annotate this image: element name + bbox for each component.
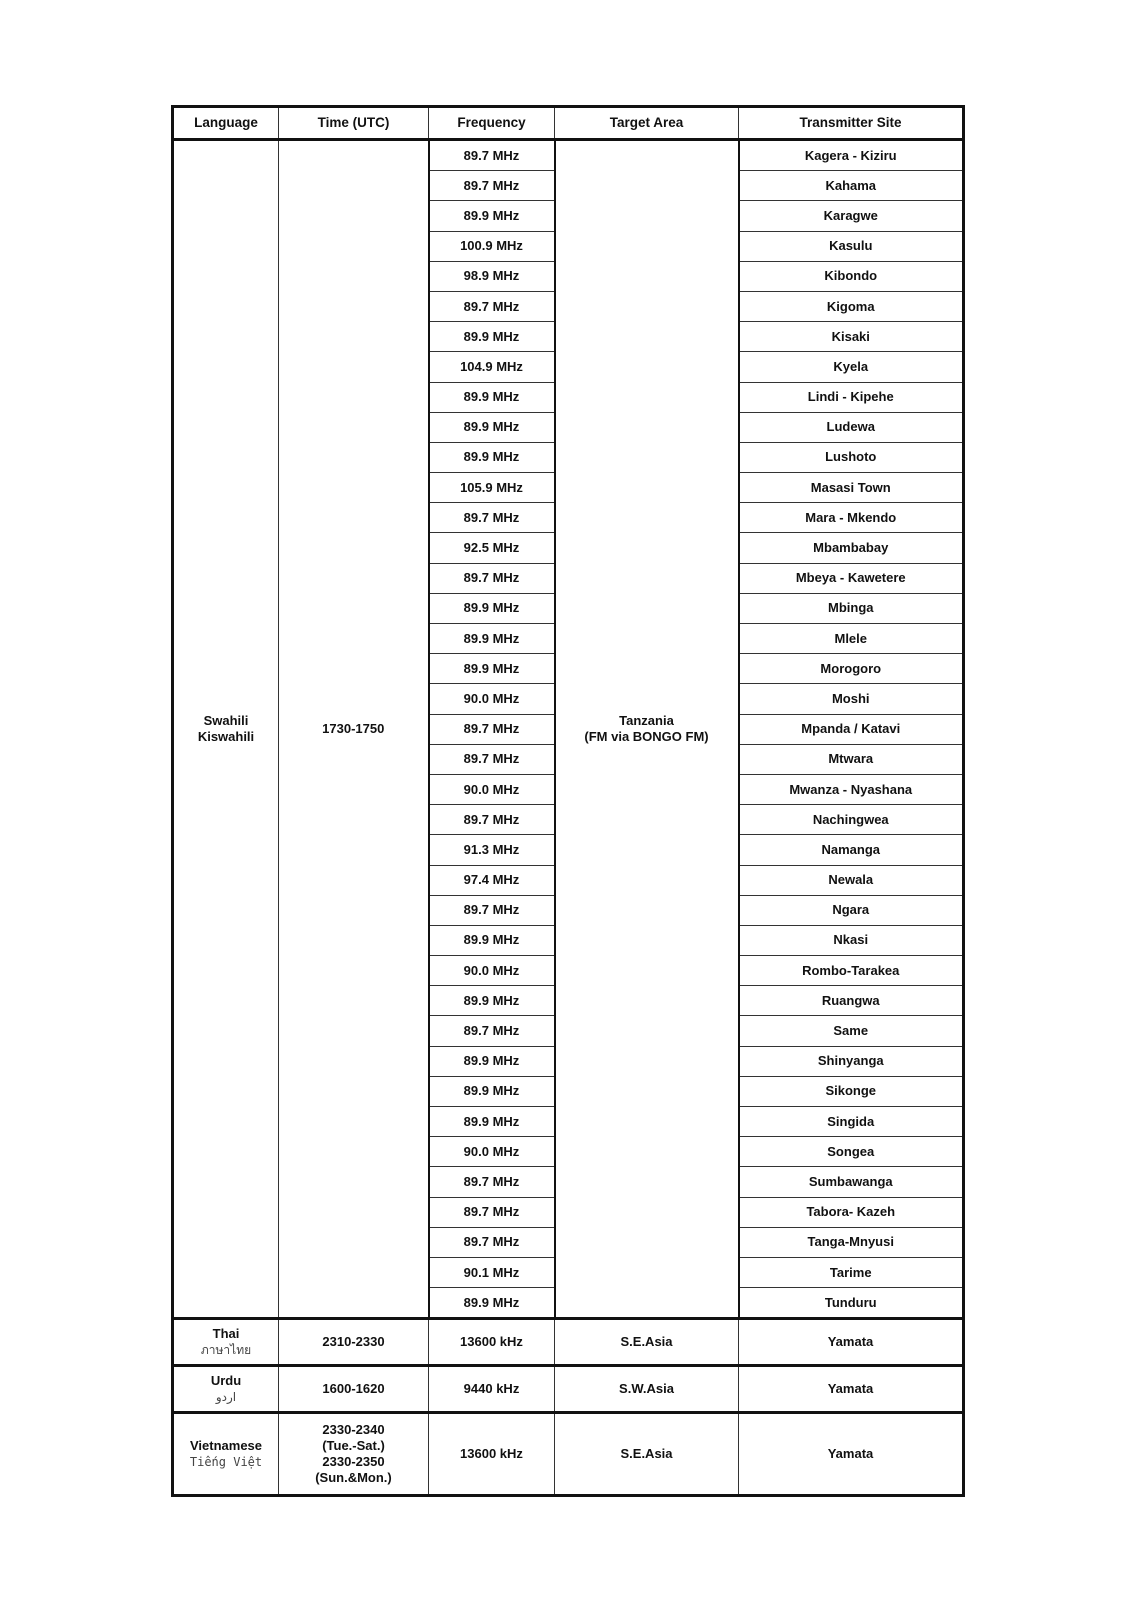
transmitter-site-cell: Mlele	[739, 624, 964, 654]
transmitter-site-cell: Kigoma	[739, 291, 964, 321]
transmitter-site-cell: Mwanza - Nyashana	[739, 774, 964, 804]
transmitter-site-cell: Mbeya - Kawetere	[739, 563, 964, 593]
header-frequency: Frequency	[429, 107, 555, 140]
transmitter-site-cell: Nkasi	[739, 925, 964, 955]
transmitter-site-cell: Kagera - Kiziru	[739, 140, 964, 171]
frequency-cell: 13600 kHz	[429, 1413, 555, 1496]
language-native-name: ภาษาไทย	[200, 1343, 252, 1358]
frequency-cell: 89.9 MHz	[429, 322, 555, 352]
transmitter-site-cell: Rombo-Tarakea	[739, 956, 964, 986]
time-cell: 1600-1620	[279, 1366, 429, 1413]
time-line: (Tue.-Sat.)	[322, 1438, 385, 1454]
transmitter-site-cell: Sumbawanga	[739, 1167, 964, 1197]
frequency-cell: 89.7 MHz	[429, 140, 555, 171]
language-native-name: Kiswahili	[197, 729, 255, 745]
language-cell	[173, 1413, 279, 1496]
target-area-name: Tanzania	[619, 713, 674, 729]
language-cell	[173, 140, 279, 1319]
transmitter-site-cell: Tarime	[739, 1257, 964, 1287]
frequency-cell: 97.4 MHz	[429, 865, 555, 895]
table-header	[173, 107, 964, 140]
swahili-section	[173, 140, 964, 1319]
frequency-cell: 89.7 MHz	[429, 1016, 555, 1046]
language-name: Swahili	[203, 713, 249, 729]
transmitter-site-cell: Kibondo	[739, 261, 964, 291]
frequency-cell: 90.1 MHz	[429, 1257, 555, 1287]
transmitter-site-cell: Songea	[739, 1137, 964, 1167]
target-area-cell	[555, 140, 739, 1319]
frequency-cell: 92.5 MHz	[429, 533, 555, 563]
transmitter-site-cell: Namanga	[739, 835, 964, 865]
transmitter-site-cell: Mtwara	[739, 744, 964, 774]
frequency-cell: 89.9 MHz	[429, 654, 555, 684]
frequency-cell: 89.7 MHz	[429, 744, 555, 774]
language-native-name: اردو	[215, 1390, 237, 1405]
transmitter-site-cell: Mpanda / Katavi	[739, 714, 964, 744]
language-cell	[173, 1319, 279, 1366]
header-row	[173, 107, 964, 140]
transmitter-site-cell: Ludewa	[739, 412, 964, 442]
transmitter-site-cell: Tabora- Kazeh	[739, 1197, 964, 1227]
frequency-cell: 89.7 MHz	[429, 714, 555, 744]
frequency-cell: 89.7 MHz	[429, 895, 555, 925]
frequency-cell: 89.7 MHz	[429, 291, 555, 321]
broadcast-schedule-table	[171, 105, 965, 1497]
transmitter-site-cell: Same	[739, 1016, 964, 1046]
frequency-cell: 89.9 MHz	[429, 382, 555, 412]
time-cell: 1730-1750	[279, 140, 429, 1319]
target-area-cell: S.W.Asia	[555, 1366, 739, 1413]
transmitter-site-cell: Morogoro	[739, 654, 964, 684]
frequency-cell: 105.9 MHz	[429, 473, 555, 503]
transmitter-site-cell: Masasi Town	[739, 473, 964, 503]
transmitter-site-cell: Newala	[739, 865, 964, 895]
language-cell	[173, 1366, 279, 1413]
frequency-cell: 89.7 MHz	[429, 503, 555, 533]
transmitter-site-cell: Tunduru	[739, 1288, 964, 1319]
thai-row	[173, 1319, 964, 1366]
header-language: Language	[173, 107, 279, 140]
frequency-cell: 89.9 MHz	[429, 412, 555, 442]
transmitter-site-cell: Mara - Mkendo	[739, 503, 964, 533]
language-name: Urdu	[210, 1373, 242, 1389]
transmitter-site-cell: Kahama	[739, 171, 964, 201]
frequency-cell: 91.3 MHz	[429, 835, 555, 865]
transmitter-site-cell: Tanga-Mnyusi	[739, 1227, 964, 1257]
header-time: Time (UTC)	[279, 107, 429, 140]
frequency-cell: 89.7 MHz	[429, 171, 555, 201]
frequency-cell: 89.9 MHz	[429, 442, 555, 472]
frequency-cell: 89.9 MHz	[429, 1107, 555, 1137]
frequency-cell: 89.9 MHz	[429, 1046, 555, 1076]
transmitter-site-cell: Yamata	[739, 1319, 964, 1366]
frequency-cell: 104.9 MHz	[429, 352, 555, 382]
frequency-cell: 89.9 MHz	[429, 1288, 555, 1319]
header-transmitter-site: Transmitter Site	[739, 107, 964, 140]
vietnamese-row	[173, 1413, 964, 1496]
transmitter-site-cell: Karagwe	[739, 201, 964, 231]
transmitter-site-cell: Ruangwa	[739, 986, 964, 1016]
transmitter-site-cell: Mbambabay	[739, 533, 964, 563]
transmitter-site-cell: Yamata	[739, 1413, 964, 1496]
language-name: Vietnamese	[189, 1438, 263, 1454]
transmitter-site-cell: Kasulu	[739, 231, 964, 261]
transmitter-site-cell: Ngara	[739, 895, 964, 925]
frequency-cell: 89.7 MHz	[429, 1227, 555, 1257]
transmitter-site-cell: Lindi - Kipehe	[739, 382, 964, 412]
transmitter-site-cell: Mbinga	[739, 593, 964, 623]
transmitter-site-cell: Moshi	[739, 684, 964, 714]
target-area-note: (FM via BONGO FM)	[584, 729, 709, 745]
time-cell	[279, 1413, 429, 1496]
frequency-cell: 89.9 MHz	[429, 624, 555, 654]
frequency-cell: 89.7 MHz	[429, 1197, 555, 1227]
transmitter-site-cell: Kisaki	[739, 322, 964, 352]
frequency-cell: 89.9 MHz	[429, 986, 555, 1016]
language-name: Thai	[212, 1326, 240, 1342]
frequency-cell: 89.9 MHz	[429, 593, 555, 623]
transmitter-site-cell: Singida	[739, 1107, 964, 1137]
frequency-cell: 89.7 MHz	[429, 563, 555, 593]
transmitter-site-cell: Sikonge	[739, 1076, 964, 1106]
time-line: 2330-2350	[322, 1454, 385, 1470]
frequency-cell: 9440 kHz	[429, 1366, 555, 1413]
frequency-cell: 90.0 MHz	[429, 684, 555, 714]
transmitter-site-cell: Yamata	[739, 1366, 964, 1413]
frequency-cell: 100.9 MHz	[429, 231, 555, 261]
urdu-row	[173, 1366, 964, 1413]
frequency-cell: 89.7 MHz	[429, 805, 555, 835]
target-area-cell: S.E.Asia	[555, 1413, 739, 1496]
target-area-cell: S.E.Asia	[555, 1319, 739, 1366]
transmitter-site-cell: Shinyanga	[739, 1046, 964, 1076]
language-native-name: Tiếng Việt	[189, 1455, 263, 1470]
time-cell: 2310-2330	[279, 1319, 429, 1366]
transmitter-site-cell: Kyela	[739, 352, 964, 382]
transmitter-site-cell: Lushoto	[739, 442, 964, 472]
frequency-cell: 89.9 MHz	[429, 925, 555, 955]
frequency-cell: 89.7 MHz	[429, 1167, 555, 1197]
time-line: (Sun.&Mon.)	[315, 1470, 392, 1486]
other-languages-section	[173, 1319, 964, 1496]
swahili-station-row	[173, 140, 964, 171]
transmitter-site-cell: Nachingwea	[739, 805, 964, 835]
frequency-cell: 98.9 MHz	[429, 261, 555, 291]
frequency-cell: 90.0 MHz	[429, 1137, 555, 1167]
frequency-cell: 89.9 MHz	[429, 1076, 555, 1106]
frequency-cell: 90.0 MHz	[429, 774, 555, 804]
header-target-area: Target Area	[555, 107, 739, 140]
frequency-cell: 90.0 MHz	[429, 956, 555, 986]
time-line: 2330-2340	[322, 1422, 385, 1438]
frequency-cell: 89.9 MHz	[429, 201, 555, 231]
frequency-cell: 13600 kHz	[429, 1319, 555, 1366]
